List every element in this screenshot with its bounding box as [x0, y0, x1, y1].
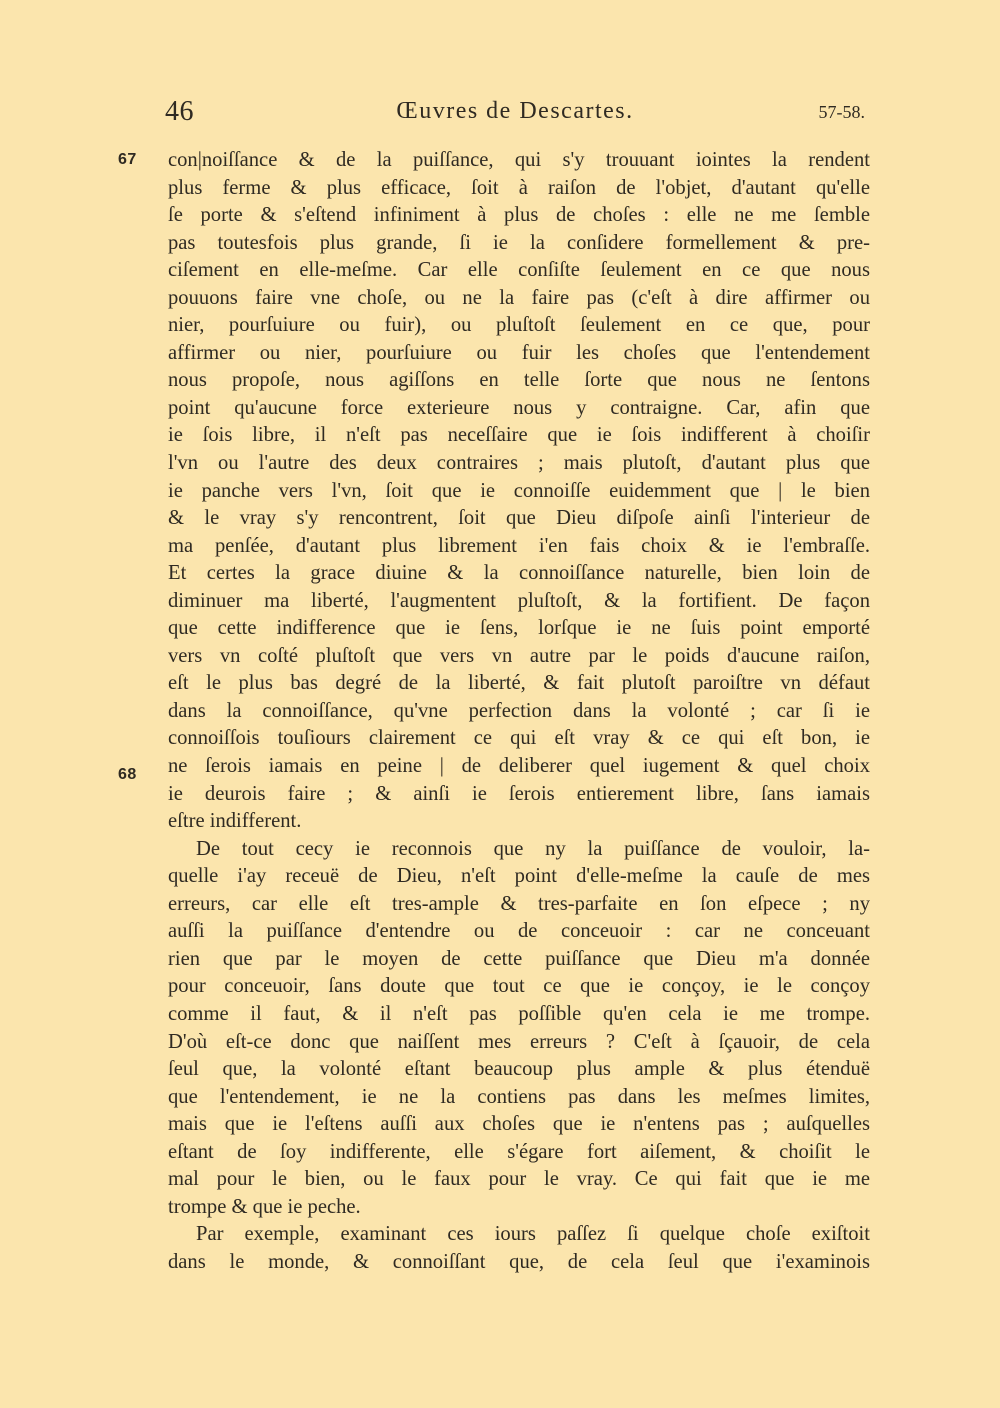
text-line: ne ſerois iamais en peine | de deliberer quel iugement & quel choix [168, 755, 870, 778]
text-line: ie deurois faire ; & ainſi ie ſerois entierement libre, ſans iamais [168, 782, 870, 805]
text-line: eſtre indifferent. [168, 810, 302, 833]
text-line: Et certes la grace diuine & la connoiſſance naturelle, bien loin de [168, 562, 870, 585]
text-line: pas toutesfois plus grande, ſi ie la conſidere formellement & pre- [168, 231, 870, 254]
text-line: eſtant de ſoy indifferente, elle s'égare fort aiſement, & choiſit le [168, 1140, 870, 1163]
section-reference: 57-58. [818, 102, 865, 122]
text-line: eſt le plus bas degré de la liberté, & fait plutoſt paroiſtre vn défaut [168, 672, 870, 695]
text-line: rien que par le moyen de cette puiſſance que Dieu m'a donnée [168, 947, 870, 970]
text-line: ſe porte & s'eſtend infiniment à plus de choſes : elle ne me ſemble [168, 204, 870, 227]
text-line: l'vn ou l'autre des deux contraires ; mais plutoſt, d'autant plus que [168, 452, 870, 475]
text-line: ſeul que, la volonté eſtant beaucoup plus ample & plus étenduë [168, 1058, 870, 1081]
text-line: mais que ie l'eſtens auſſi aux choſes que ie n'entens pas ; auſquelles [168, 1113, 870, 1136]
text-line: nier, pourſuiure ou fuir), ou pluſtoſt ſeulement en ce que, pour [168, 314, 870, 337]
text-line: point qu'aucune force exterieure nous y contraigne. Car, afin que [168, 396, 870, 419]
text-line: auſſi la puiſſance d'entendre ou de conceuoir : car ne conceuant [168, 920, 870, 943]
text-line: & le vray s'y rencontrent, ſoit que Dieu diſpoſe ainſi l'interieur de [168, 507, 870, 530]
text-line: diminuer ma liberté, l'augmentent pluſtoſt, & la fortifient. De façon [168, 589, 870, 612]
text-line: ma penſée, d'autant plus librement i'en fais choix & ie l'embraſſe. [168, 534, 870, 557]
text-line: ie panche vers l'vn, ſoit que ie connoiſſe euidemment que | le bien [168, 479, 870, 502]
text-line: nous propoſe, nous agiſſons en telle ſorte que nous ne ſentons [168, 369, 870, 392]
text-line: que l'entendement, ie ne la contiens pas dans les meſmes limites, [168, 1085, 870, 1108]
text-line: dans la connoiſſance, qu'vne perfection dans la volonté ; car ſi ie [168, 699, 870, 722]
text-line: ciſement en elle-meſme. Car elle conſiſte ſeulement en ce que nous [168, 259, 870, 282]
text-line: pouuons faire vne choſe, ou ne la faire pas (c'eſt à dire affirmer ou [168, 286, 870, 309]
page-header [165, 96, 865, 136]
body-text [168, 147, 870, 1276]
text-line: trompe & que ie peche. [168, 1195, 361, 1218]
text-line: mal pour le bien, ou le faux pour le vray. Ce qui fait que ie me [168, 1168, 870, 1191]
text-line: pour conceuoir, ſans doute que tout ce que ie conçoy, ie le conçoy [168, 975, 870, 998]
text-line: ie ſois libre, il n'eſt pas neceſſaire que ie ſois indifferent à choiſir [168, 424, 870, 447]
text-line: comme il faut, & il n'eſt pas poſſible qu'en cela ie me trompe. [168, 1002, 870, 1025]
text-line: quelle i'ay receuë de Dieu, n'eſt point d'elle-meſme la cauſe de mes [168, 865, 870, 888]
text-line: De tout cecy ie reconnois que ny la puiſſance de vouloir, la- [196, 837, 870, 860]
text-line: plus ferme & plus efficace, ſoit à raiſon de l'objet, d'autant qu'elle [168, 176, 870, 199]
margin-page-ref-67: 67 [118, 151, 137, 168]
page-number: 46 [165, 96, 194, 127]
text-line: erreurs, car elle eſt tres-ample & tres-parfaite en ſon eſpece ; ny [168, 892, 870, 915]
text-line: connoiſſois touſiours clairement ce qui eſt vray & ce qui eſt bon, ie [168, 727, 870, 750]
text-line: dans le monde, & connoiſſant que, de cela ſeul que i'examinois [168, 1250, 870, 1273]
running-title: Œuvres de Descartes. [396, 98, 634, 124]
text-line: D'où eſt-ce donc que naiſſent mes erreurs ? C'eſt à ſçauoir, de cela [168, 1030, 870, 1053]
text-line: affirmer ou nier, pourſuiure ou fuir les choſes que l'entendement [168, 341, 870, 364]
margin-page-ref-68: 68 [118, 766, 137, 783]
text-line: vers vn coſté pluſtoſt que vers vn autre par le poids d'aucune raiſon, [168, 644, 870, 667]
text-line: que cette indifference que ie ſens, lorſque ie ne ſuis point emporté [168, 617, 870, 640]
text-line: con|noiſſance & de la puiſſance, qui s'y trouuant iointes la rendent [168, 149, 870, 171]
text-line: Par exemple, examinant ces iours paſſez ſi quelque choſe exiſtoit [196, 1223, 870, 1246]
